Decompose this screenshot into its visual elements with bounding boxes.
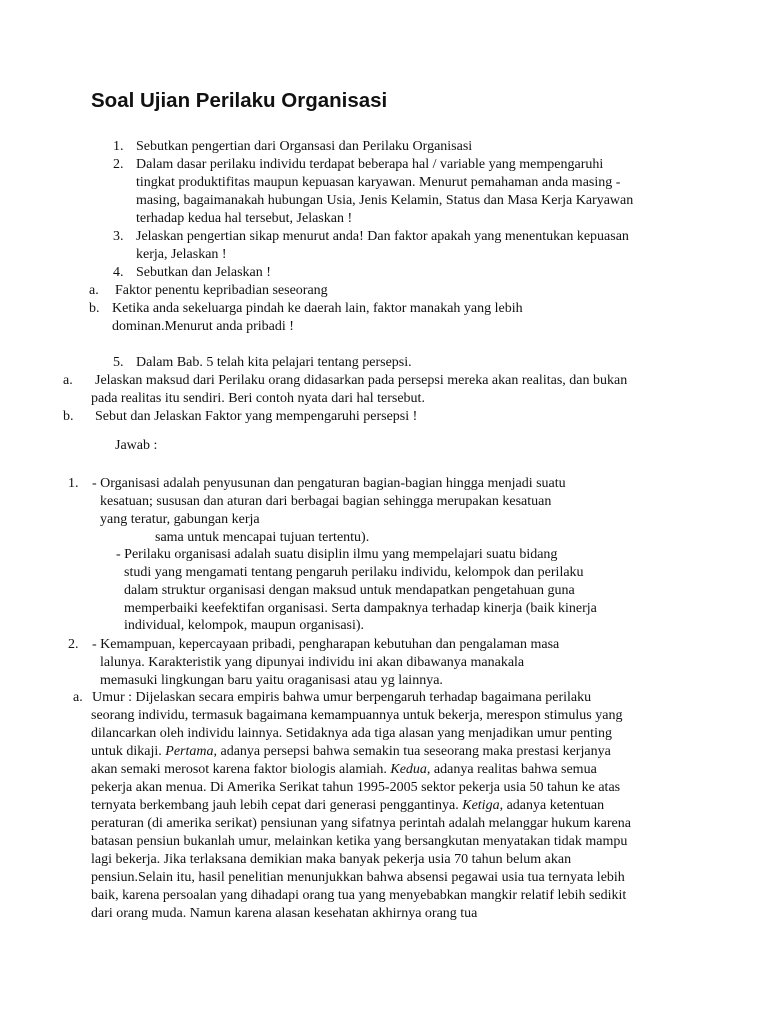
answer-heading: Jawab :	[115, 438, 158, 453]
umur-line: untuk dikaji. Pertama, adanya persepsi bahwa semakin tua seseorang maka prestasi kerjanya	[91, 744, 611, 759]
q4b-line: Ketika anda sekeluarga pindah ke daerah lain, faktor manakah yang lebih	[112, 301, 523, 316]
umur-line: seorang individu, termasuk bagaimana kemampuannya untuk bekerja, merespon stimulus yang	[91, 708, 623, 723]
a1-line: studi yang mengamati tentang pengaruh perilaku individu, kelompok dan perilaku	[124, 565, 584, 580]
q4a-marker: a.	[89, 283, 99, 298]
q5a-marker: a.	[63, 373, 73, 388]
umur-line: Umur : Dijelaskan secara empiris bahwa umur berpengaruh terhadap bagaimana perilaku	[92, 690, 592, 705]
umur-line: pensiun.Selain itu, hasil penelitian menunjukkan bahwa absensi pegawai usia tua ternyata lebih	[91, 870, 625, 885]
q2-number: 2.	[113, 157, 124, 172]
a1-line: - Perilaku organisasi adalah suatu disiplin ilmu yang mempelajari suatu bidang	[116, 547, 558, 562]
q3-line: Jelaskan pengertian sikap menurut anda! Dan faktor apakah yang menentukan kepuasan	[136, 229, 629, 244]
a1-line: kesatuan; sususan dan aturan dari berbagai bagian sehingga merupakan kesatuan	[100, 494, 552, 509]
a1-line: - Organisasi adalah penyusunan dan pengaturan bagian-bagian hingga menjadi suatu	[92, 476, 566, 491]
emphasis-pertama: Pertama	[165, 744, 214, 759]
q3-number: 3.	[113, 229, 124, 244]
q5b-marker: b.	[63, 409, 74, 424]
q5-text: Dalam Bab. 5 telah kita pelajari tentang persepsi.	[136, 355, 412, 370]
umur-line: peraturan (di amerika serikat) pensiunan yang sifatnya perintah adalah melanggar hukum karena	[91, 816, 631, 831]
a1-number: 1.	[68, 476, 79, 491]
q3-line: kerja, Jelaskan !	[136, 247, 227, 262]
q5a-line: pada realitas itu sendiri. Beri contoh nyata dari hal tersebut.	[91, 391, 425, 406]
umur-line: dilancarkan oleh individu lainnya. Setidaknya ada tiga alasan yang menjadikan umur penting	[91, 726, 612, 741]
emphasis-kedua: Kedua	[390, 762, 427, 777]
a1-line: individual, kelompok, maupun organisasi).	[124, 618, 365, 633]
q2-line: terhadap kedua hal tersebut, Jelaskan !	[136, 211, 353, 226]
a1-line: sama untuk mencapai tujuan tertentu).	[155, 530, 370, 545]
emphasis-ketiga: Ketiga	[462, 798, 500, 813]
umur-line: baik, karena persoalan yang dihadapi orang tua yang menyebabkan mangkir relatif lebih sedikit	[91, 888, 627, 903]
umur-line: ternyata berkembang jauh lebih cepat dari generasi penggantinya. Ketiga, adanya ketentuan	[91, 798, 605, 813]
q4b-line: dominan.Menurut anda pribadi !	[112, 319, 294, 334]
a1-line: memperbaiki keefektifan organisasi. Serta dampaknya terhadap kinerja (baik kinerja	[124, 601, 597, 616]
umur-line: dari orang muda. Namun karena alasan kesehatan akhirnya orang tua	[91, 906, 478, 921]
umur-line: akan semaki merosot karena faktor biologis alamiah. Kedua, adanya realitas bahwa semua	[91, 762, 597, 777]
q4-text: Sebutkan dan Jelaskan !	[136, 265, 271, 280]
q4-number: 4.	[113, 265, 124, 280]
q1-number: 1.	[113, 139, 124, 154]
q5a-line: Jelaskan maksud dari Perilaku orang didasarkan pada persepsi mereka akan realitas, dan bukan	[95, 373, 628, 388]
a2a-marker: a.	[73, 690, 83, 705]
a1-line: yang teratur, gabungan kerja	[100, 512, 260, 527]
a1-line: dalam struktur organisasi dengan maksud untuk mendapatkan pengetahuan guna	[124, 583, 575, 598]
q2-line: Dalam dasar perilaku individu terdapat beberapa hal / variable yang mempengaruhi	[136, 157, 604, 172]
q5b-text: Sebut dan Jelaskan Faktor yang mempengaruhi persepsi !	[95, 409, 418, 424]
umur-line: pekerja akan menua. Di Amerika Serikat tahun 1995-2005 sektor pekerja usia 50 tahun ke atas	[91, 780, 621, 795]
q1-text: Sebutkan pengertian dari Organsasi dan Perilaku Organisasi	[136, 139, 473, 154]
a2-number: 2.	[68, 637, 79, 652]
q4a-text: Faktor penentu kepribadian seseorang	[115, 283, 328, 298]
umur-line: batasan pensiun bukanlah umur, melainkan ketika yang bersangkutan menyatakan tidak mampu	[91, 834, 628, 849]
a2-line: lalunya. Karakteristik yang dipunyai individu ini akan dibawanya manakala	[100, 655, 525, 670]
q5-number: 5.	[113, 355, 124, 370]
q2-line: tingkat produktifitas maupun kepuasan karyawan. Menurut pemahaman anda masing -	[136, 175, 621, 190]
document-title: Soal Ujian Perilaku Organisasi	[91, 89, 388, 112]
a2-line: - Kemampuan, kepercayaan pribadi, pengharapan kebutuhan dan pengalaman masa	[92, 637, 560, 652]
umur-line: lagi bekerja. Jika terlaksana demikian maka banyak pekerja usia 70 tahun belum akan	[91, 852, 572, 867]
q2-line: masing, bagaimanakah hubungan Usia, Jenis Kelamin, Status dan Masa Kerja Karyawan	[136, 193, 634, 208]
q4b-marker: b.	[89, 301, 100, 316]
a2-line: memasuki lingkungan baru yaitu oraganisasi atau yg lainnya.	[100, 673, 443, 688]
